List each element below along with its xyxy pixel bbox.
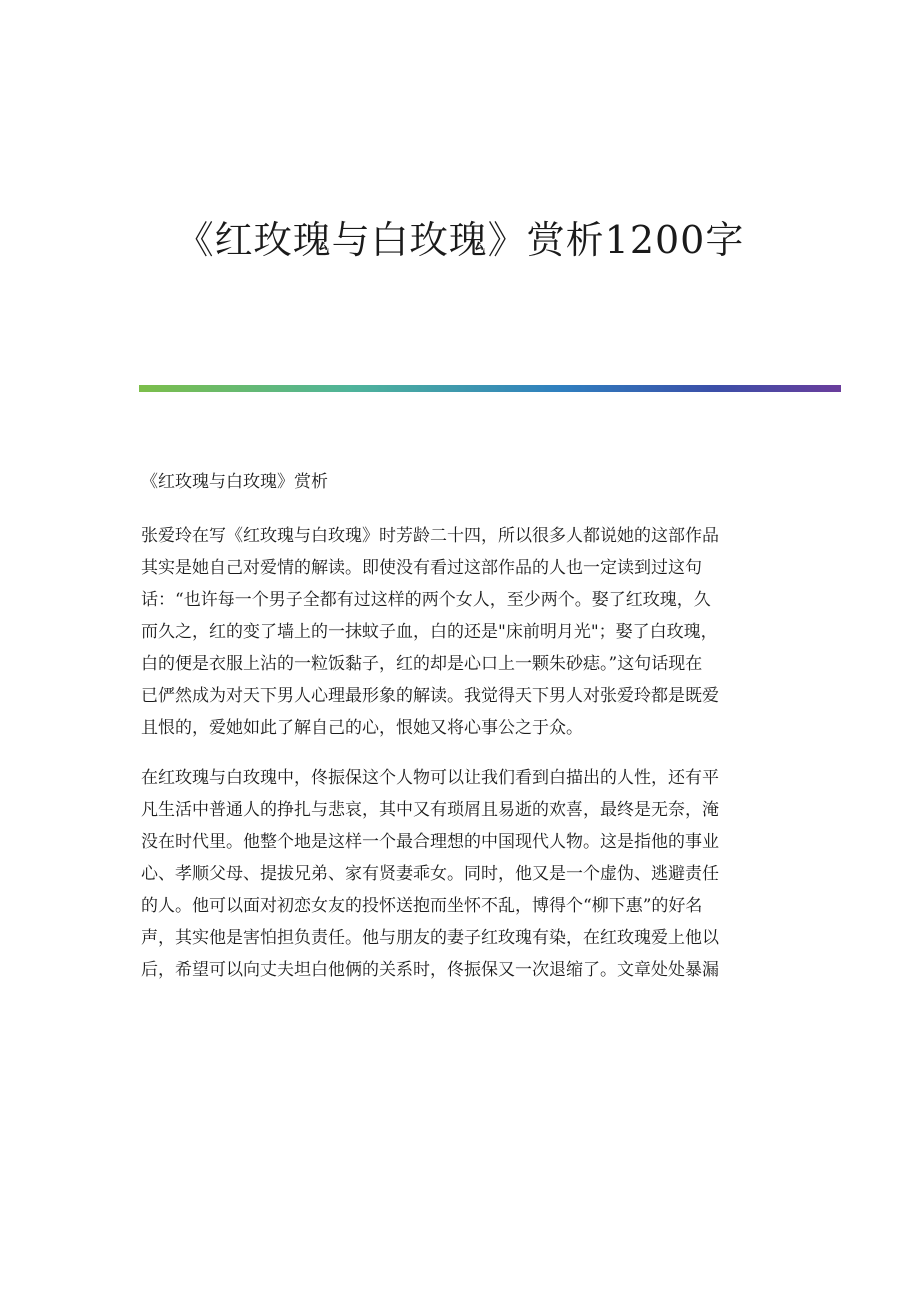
paragraph-line: 凡生活中普通人的挣扎与悲哀，其中又有琐屑且易逝的欢喜，最终是无奈，淹 — [141, 800, 719, 820]
paragraph-line: 心、孝顺父母、提拔兄弟、家有贤妻乖女。同时，他又是一个虚伪、逃避责任 — [141, 864, 719, 884]
paragraph-line: 没在时代里。他整个地是这样一个最合理想的中国现代人物。这是指他的事业 — [141, 832, 719, 852]
paragraph-line: 的人。他可以面对初恋女友的投怀送抱而坐怀不乱，博得个“柳下惠”的好名 — [141, 896, 703, 916]
document-title: 《红玫瑰与白玫瑰》赏析1200字 — [175, 218, 745, 262]
paragraph-line: 后，希望可以向丈夫坦白他俩的关系时，佟振保又一次退缩了。文章处处暴漏 — [141, 960, 719, 980]
paragraph-line: 话：“也许每一个男子全都有过这样的两个女人，至少两个。娶了红玫瑰，久 — [141, 590, 711, 610]
paragraph-line: 白的便是衣服上沾的一粒饭黏子，红的却是心口上一颗朱砂痣。”这句话现在 — [141, 654, 703, 674]
paragraph-line: 在红玫瑰与白玫瑰中，佟振保这个人物可以让我们看到白描出的人性，还有平 — [141, 768, 719, 788]
paragraph-line: 声，其实他是害怕担负责任。他与朋友的妻子红玫瑰有染，在红玫瑰爱上他以 — [141, 928, 719, 948]
paragraph-2 — [141, 762, 773, 986]
paragraph-line: 张爱玲在写《红玫瑰与白玫瑰》时芳龄二十四，所以很多人都说她的这部作品 — [141, 526, 719, 546]
document-subtitle: 《红玫瑰与白玫瑰》赏析 — [141, 472, 328, 492]
paragraph-line: 其实是她自己对爱情的解读。即使没有看过这部作品的人也一定读到过这句 — [141, 558, 702, 578]
gradient-divider — [139, 385, 841, 392]
paragraph-line: 而久之，红的变了墙上的一抹蚊子血，白的还是"床前明月光"；娶了白玫瑰， — [141, 622, 718, 642]
paragraph-line: 已俨然成为对天下男人心理最形象的解读。我觉得天下男人对张爱玲都是既爱 — [141, 686, 719, 706]
document-body — [141, 466, 773, 1004]
paragraph-line: 且恨的，爱她如此了解自己的心，恨她又将心事公之于众。 — [141, 718, 583, 738]
paragraph-1 — [141, 520, 773, 744]
